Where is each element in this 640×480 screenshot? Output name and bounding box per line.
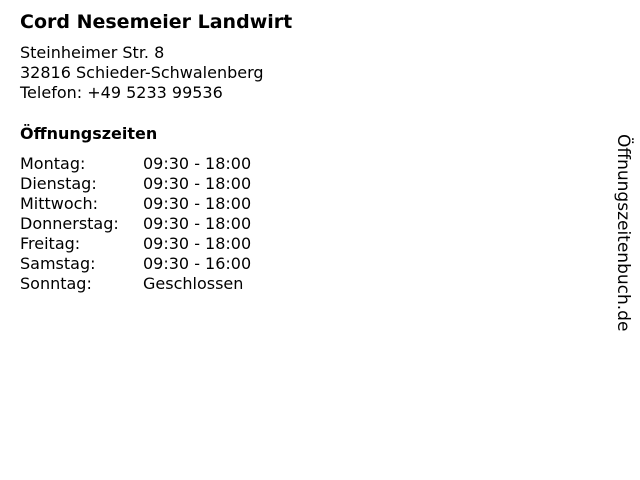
hours-day: Samstag: xyxy=(20,254,96,273)
hours-time: 09:30 - 16:00 xyxy=(143,254,252,273)
hours-day: Donnerstag: xyxy=(20,214,119,233)
hours-day: Sonntag: xyxy=(20,274,92,293)
hours-day: Mittwoch: xyxy=(20,194,98,213)
hours-day: Dienstag: xyxy=(20,174,97,193)
hours-day: Montag: xyxy=(20,154,86,173)
hours-row-donnerstag xyxy=(20,214,251,234)
city-address: 32816 Schieder-Schwalenberg xyxy=(20,63,264,82)
hours-row-dienstag xyxy=(20,174,251,194)
business-name: Cord Nesemeier Landwirt xyxy=(20,11,293,33)
hours-time: 09:30 - 18:00 xyxy=(143,194,252,213)
site-watermark: Öffnungszeitenbuch.de xyxy=(613,134,633,332)
address-block xyxy=(20,43,264,103)
hours-row-freitag xyxy=(20,234,251,254)
opening-hours-heading: Öffnungszeiten xyxy=(20,124,158,143)
opening-hours-table xyxy=(20,154,251,294)
hours-time: 09:30 - 18:00 xyxy=(143,214,252,233)
hours-time: 09:30 - 18:00 xyxy=(143,234,252,253)
hours-day: Freitag: xyxy=(20,234,81,253)
phone-number: Telefon: +49 5233 99536 xyxy=(20,83,223,102)
hours-time: Geschlossen xyxy=(143,274,244,293)
hours-row-mittwoch xyxy=(20,194,251,214)
hours-row-sonntag xyxy=(20,274,251,294)
hours-time: 09:30 - 18:00 xyxy=(143,174,252,193)
street-address: Steinheimer Str. 8 xyxy=(20,43,165,62)
hours-row-samstag xyxy=(20,254,251,274)
hours-row-montag xyxy=(20,154,251,174)
hours-time: 09:30 - 18:00 xyxy=(143,154,252,173)
